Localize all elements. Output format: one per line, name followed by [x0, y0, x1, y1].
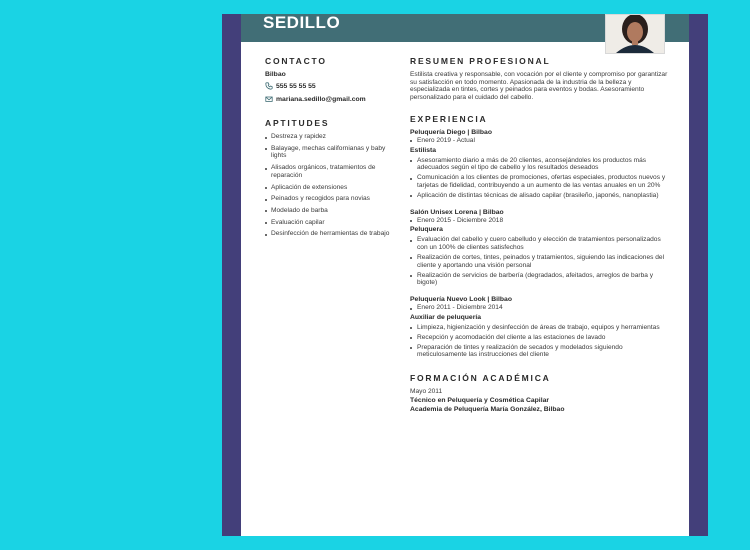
job-dates: Enero 2019 - Actual [410, 137, 672, 145]
phone-icon [265, 82, 273, 90]
right-column [410, 56, 672, 414]
job-role: Auxiliar de peluquería [410, 313, 482, 321]
job-entry [410, 209, 672, 288]
resume-page [241, 14, 689, 536]
skill-item: Modelado de barba [265, 207, 390, 215]
skill-item: Desinfección de herramientas de trabajo [265, 230, 390, 238]
summary-heading: RESUMEN PROFESIONAL [410, 56, 551, 66]
job-bullet: Comunicación a los clientes de promociones, ofertas especiales, productos nuevos y tarjetas de fidelidad, contribuyendo a un aumento de las ventas anuales en un 20% [410, 174, 672, 190]
education-degree: Técnico en Peluquería y Cosmética Capilar [410, 396, 550, 404]
job-company: Peluquería Nuevo Look | Bilbao [410, 296, 512, 304]
job-company: Salón Unisex Lorena | Bilbao [410, 208, 504, 216]
skill-item: Destreza y rapidez [265, 133, 390, 141]
job-bullet: Asesoramiento diario a más de 20 clientes, aconsejándoles los productos más adecuados según el tipo de cabello y los resultados deseados [410, 157, 672, 173]
mail-icon [265, 95, 273, 103]
job-bullet: Preparación de tintes y realización de secados y modelados siguiendo meticulosamente las instrucciones del cliente [410, 344, 672, 360]
education-school: Academia de Peluquería María González, Bilbao [410, 405, 565, 413]
profile-photo [605, 14, 665, 54]
job-company: Peluquería Diego | Bilbao [410, 128, 492, 136]
job-role: Peluquera [410, 226, 443, 234]
contact-heading: CONTACTO [265, 56, 327, 66]
job-bullet: Realización de cortes, tintes, peinados y tratamientos, siguiendo las indicaciones del cliente y aportando una visión personal [410, 254, 672, 270]
job-role: Estilista [410, 146, 437, 154]
job-bullet: Realización de servicios de barbería (degradados, afeitados, arreglos de barba y bigote) [410, 272, 672, 288]
contact-city: Bilbao [265, 71, 286, 78]
job-dates: Enero 2011 - Diciembre 2014 [410, 304, 672, 312]
contact-phone: 555 55 55 55 [276, 82, 316, 90]
skill-item: Aplicación de extensiones [265, 184, 390, 192]
summary-text: Estilista creativa y responsable, con vocación por el cliente y compromiso por garantizar su satisfacción en todo momento. Apasionada de la industria de la belleza y especializada en tintes, cortes y peinados para eventos y bodas. Asesoramiento personalizado para el cuidado del cabello. [410, 71, 668, 102]
skills-list [265, 133, 390, 238]
skill-item: Alisados orgánicos, tratamientos de reparación [265, 164, 390, 179]
job-bullet: Recepción y acomodación del cliente a las estaciones de lavado [410, 334, 672, 342]
contact-email: mariana.sedillo@gmail.com [276, 95, 366, 103]
contact-email-row [265, 95, 390, 103]
experience-heading: EXPERIENCIA [410, 113, 488, 124]
skills-heading: APTITUDES [265, 118, 330, 128]
job-bullet: Limpieza, higienización y desinfección de áreas de trabajo, equipos y herramientas [410, 324, 672, 332]
skill-item: Peinados y recogidos para novias [265, 195, 390, 203]
left-column [265, 56, 390, 242]
job-entry [410, 296, 672, 359]
job-entry [410, 129, 672, 200]
candidate-name: SEDILLO [263, 14, 341, 32]
education-date: Mayo 2011 [410, 388, 443, 396]
skill-item: Evaluación capilar [265, 219, 390, 227]
skill-item: Balayage, mechas californianas y baby lights [265, 145, 390, 160]
job-dates: Enero 2015 - Diciembre 2018 [410, 217, 672, 225]
education-heading: FORMACIÓN ACADÉMICA [410, 373, 551, 384]
job-bullet: Aplicación de distintas técnicas de alisado capilar (brasileño, japonés, nanoplastia) [410, 192, 672, 200]
contact-phone-row [265, 82, 390, 90]
job-bullet: Evaluación del cabello y cuero cabelludo y elección de tratamientos personalizados con un 100% de clientes satisfechos [410, 236, 672, 252]
